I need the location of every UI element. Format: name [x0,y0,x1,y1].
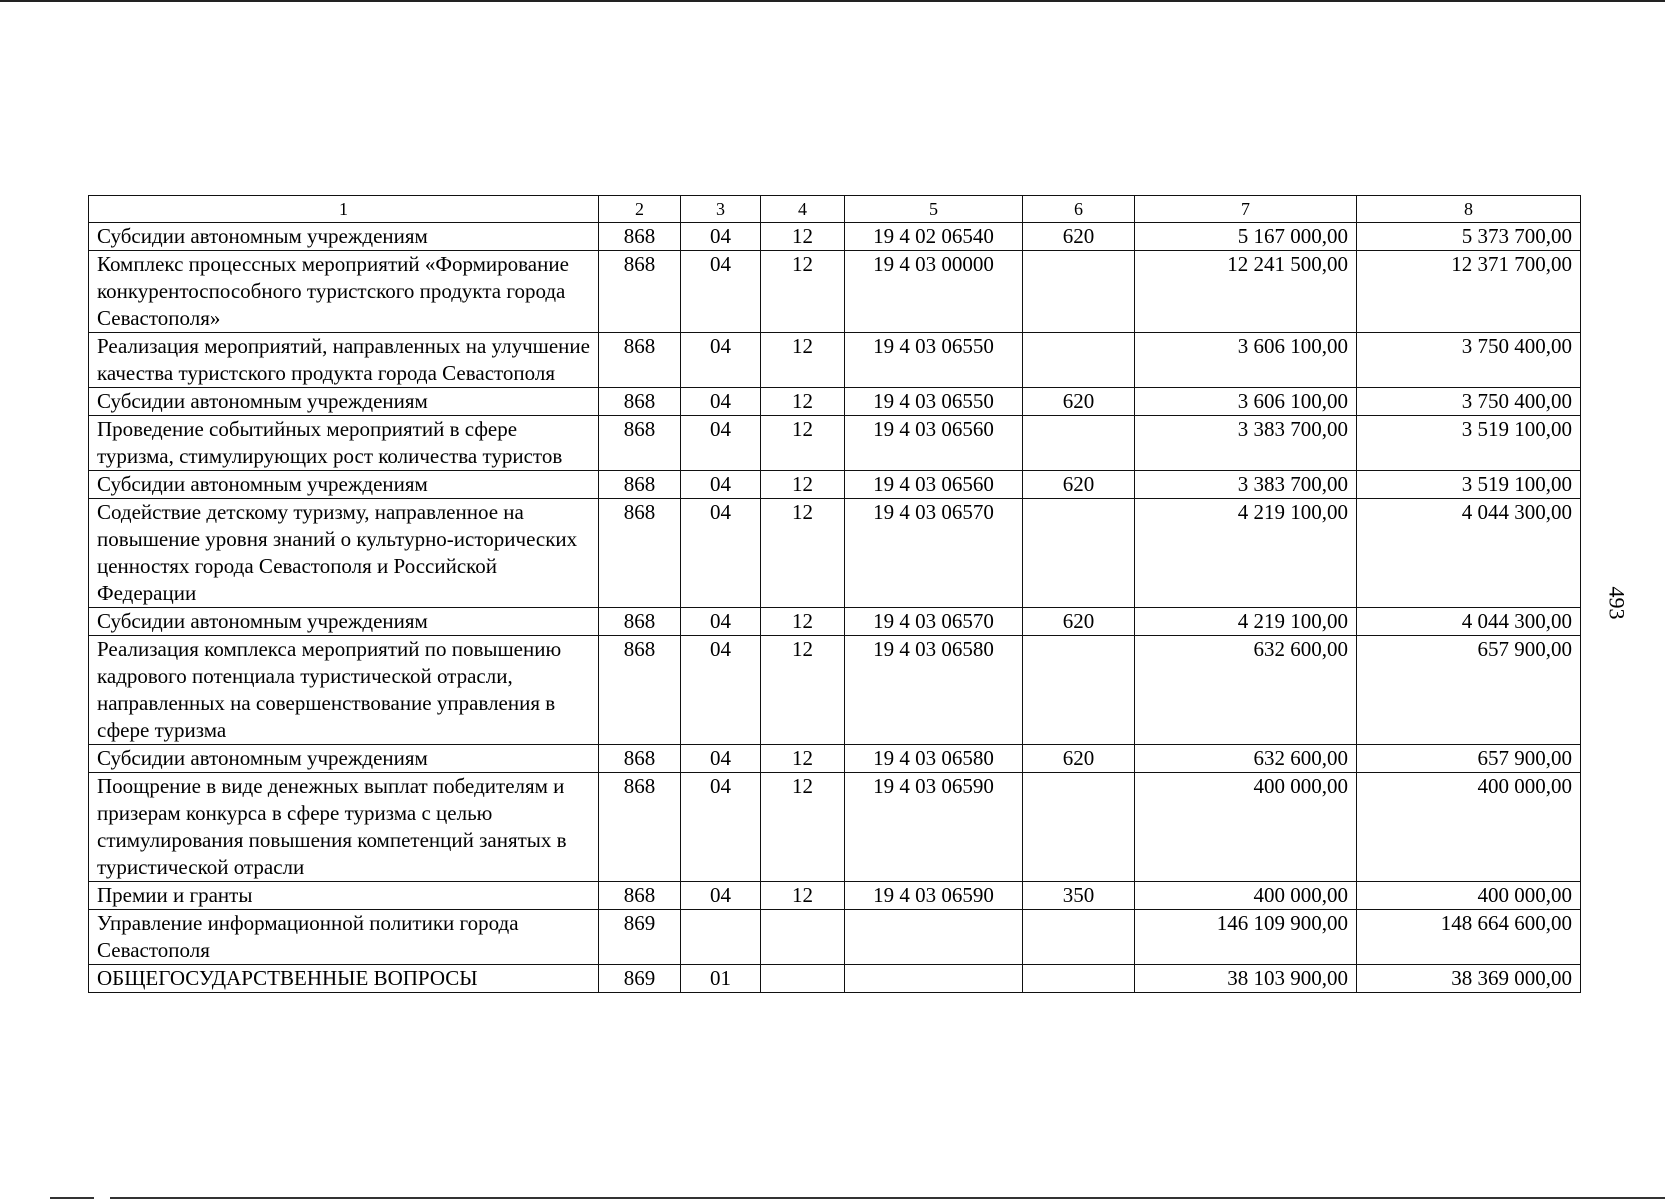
cell-amount-year2: 657 900,00 [1357,745,1581,773]
cell-name: Комплекс процессных мероприятий «Формирование конкурентоспособного туристского продукта города Севастополя» [89,251,599,333]
cell-amount-year1: 632 600,00 [1135,636,1357,745]
cell-target-article: 19 4 03 06590 [845,882,1023,910]
cell-target-article: 19 4 03 06560 [845,416,1023,471]
cell-expense-type: 620 [1023,608,1135,636]
cell-code-gl: 868 [599,608,681,636]
cell-expense-type [1023,965,1135,993]
top-border-line [0,0,1665,2]
cell-amount-year1: 3 606 100,00 [1135,333,1357,388]
header-cell-col8: 8 [1357,196,1581,223]
cell-expense-type [1023,910,1135,965]
cell-amount-year1: 400 000,00 [1135,773,1357,882]
cell-section: 04 [681,223,761,251]
cell-amount-year2: 3 519 100,00 [1357,416,1581,471]
cell-amount-year2: 38 369 000,00 [1357,965,1581,993]
cell-amount-year2: 400 000,00 [1357,773,1581,882]
cell-section: 04 [681,773,761,882]
cell-target-article [845,910,1023,965]
cell-expense-type [1023,773,1135,882]
cell-name: ОБЩЕГОСУДАРСТВЕННЫЕ ВОПРОСЫ [89,965,599,993]
cell-expense-type: 620 [1023,745,1135,773]
cell-name: Субсидии автономным учреждениям [89,223,599,251]
cell-amount-year1: 3 383 700,00 [1135,471,1357,499]
cell-section: 04 [681,251,761,333]
cell-subsection: 12 [761,471,845,499]
cell-expense-type [1023,416,1135,471]
cell-section: 01 [681,965,761,993]
cell-amount-year2: 5 373 700,00 [1357,223,1581,251]
header-cell-col4: 4 [761,196,845,223]
table-row [89,773,1581,882]
table-row [89,608,1581,636]
cell-amount-year2: 148 664 600,00 [1357,910,1581,965]
cell-amount-year1: 4 219 100,00 [1135,499,1357,608]
cell-code-gl: 868 [599,499,681,608]
cell-subsection [761,910,845,965]
cell-target-article: 19 4 02 06540 [845,223,1023,251]
cell-code-gl: 868 [599,223,681,251]
cell-amount-year1: 4 219 100,00 [1135,608,1357,636]
table-row [89,910,1581,965]
cell-subsection [761,965,845,993]
cell-amount-year2: 3 750 400,00 [1357,388,1581,416]
cell-name: Проведение событийных мероприятий в сфере туризма, стимулирующих рост количества туристов [89,416,599,471]
cell-name: Содействие детскому туризму, направленное на повышение уровня знаний о культурно-исторических ценностях города Севастополя и Российской Федерации [89,499,599,608]
cell-expense-type [1023,333,1135,388]
cell-target-article: 19 4 03 06580 [845,636,1023,745]
cell-target-article: 19 4 03 06550 [845,333,1023,388]
cell-section: 04 [681,608,761,636]
table-body [89,223,1581,993]
cell-code-gl: 868 [599,882,681,910]
cell-name: Субсидии автономным учреждениям [89,608,599,636]
cell-expense-type [1023,251,1135,333]
cell-subsection: 12 [761,223,845,251]
cell-name: Поощрение в виде денежных выплат победителям и призерам конкурса в сфере туризма с целью стимулирования повышения компетенций занятых в туристической отрасли [89,773,599,882]
header-cell-col3: 3 [681,196,761,223]
footer-line-short [50,1197,94,1199]
cell-amount-year2: 4 044 300,00 [1357,499,1581,608]
cell-code-gl: 868 [599,416,681,471]
cell-code-gl: 868 [599,251,681,333]
cell-subsection: 12 [761,773,845,882]
cell-subsection: 12 [761,333,845,388]
cell-section [681,910,761,965]
cell-amount-year2: 3 750 400,00 [1357,333,1581,388]
cell-amount-year1: 12 241 500,00 [1135,251,1357,333]
cell-target-article [845,965,1023,993]
cell-name: Реализация мероприятий, направленных на улучшение качества туристского продукта города Севастополя [89,333,599,388]
cell-subsection: 12 [761,499,845,608]
cell-amount-year2: 4 044 300,00 [1357,608,1581,636]
cell-code-gl: 868 [599,636,681,745]
page-number: 493 [1604,586,1630,620]
header-cell-col6: 6 [1023,196,1135,223]
cell-amount-year2: 400 000,00 [1357,882,1581,910]
cell-subsection: 12 [761,608,845,636]
cell-amount-year2: 657 900,00 [1357,636,1581,745]
cell-name: Премии и гранты [89,882,599,910]
cell-amount-year1: 5 167 000,00 [1135,223,1357,251]
cell-amount-year1: 38 103 900,00 [1135,965,1357,993]
cell-section: 04 [681,333,761,388]
header-cell-col1: 1 [89,196,599,223]
cell-target-article: 19 4 03 06550 [845,388,1023,416]
cell-code-gl: 868 [599,471,681,499]
table-row [89,471,1581,499]
cell-expense-type: 620 [1023,223,1135,251]
cell-target-article: 19 4 03 06590 [845,773,1023,882]
table-row [89,388,1581,416]
cell-target-article: 19 4 03 06580 [845,745,1023,773]
table-row [89,882,1581,910]
header-cell-col2: 2 [599,196,681,223]
budget-table [88,195,1581,993]
cell-amount-year1: 3 383 700,00 [1135,416,1357,471]
cell-amount-year1: 3 606 100,00 [1135,388,1357,416]
cell-name: Субсидии автономным учреждениям [89,745,599,773]
cell-code-gl: 868 [599,333,681,388]
cell-amount-year1: 632 600,00 [1135,745,1357,773]
cell-name: Субсидии автономным учреждениям [89,388,599,416]
cell-subsection: 12 [761,745,845,773]
cell-subsection: 12 [761,636,845,745]
cell-subsection: 12 [761,388,845,416]
cell-amount-year2: 3 519 100,00 [1357,471,1581,499]
cell-target-article: 19 4 03 06570 [845,499,1023,608]
cell-code-gl: 868 [599,745,681,773]
cell-target-article: 19 4 03 00000 [845,251,1023,333]
cell-section: 04 [681,636,761,745]
cell-amount-year1: 146 109 900,00 [1135,910,1357,965]
cell-amount-year2: 12 371 700,00 [1357,251,1581,333]
table-row [89,333,1581,388]
cell-expense-type [1023,636,1135,745]
cell-section: 04 [681,745,761,773]
cell-expense-type: 350 [1023,882,1135,910]
table-row [89,499,1581,608]
cell-name: Субсидии автономным учреждениям [89,471,599,499]
table-row [89,745,1581,773]
cell-target-article: 19 4 03 06570 [845,608,1023,636]
table-row [89,223,1581,251]
table-row [89,416,1581,471]
cell-section: 04 [681,499,761,608]
table-row [89,251,1581,333]
cell-expense-type [1023,499,1135,608]
cell-expense-type: 620 [1023,388,1135,416]
cell-code-gl: 869 [599,965,681,993]
cell-subsection: 12 [761,251,845,333]
cell-amount-year1: 400 000,00 [1135,882,1357,910]
cell-code-gl: 868 [599,773,681,882]
cell-section: 04 [681,882,761,910]
cell-name: Реализация комплекса мероприятий по повышению кадрового потенциала туристической отрасли, направленных на совершенствование управления в сфере туризма [89,636,599,745]
table-row [89,636,1581,745]
header-cell-col7: 7 [1135,196,1357,223]
cell-section: 04 [681,416,761,471]
table-row [89,965,1581,993]
cell-subsection: 12 [761,416,845,471]
cell-section: 04 [681,471,761,499]
cell-code-gl: 869 [599,910,681,965]
header-cell-col5: 5 [845,196,1023,223]
cell-code-gl: 868 [599,388,681,416]
footer-line [110,1197,1665,1199]
cell-name: Управление информационной политики города Севастополя [89,910,599,965]
header-row [89,196,1581,223]
cell-subsection: 12 [761,882,845,910]
cell-expense-type: 620 [1023,471,1135,499]
cell-target-article: 19 4 03 06560 [845,471,1023,499]
cell-section: 04 [681,388,761,416]
